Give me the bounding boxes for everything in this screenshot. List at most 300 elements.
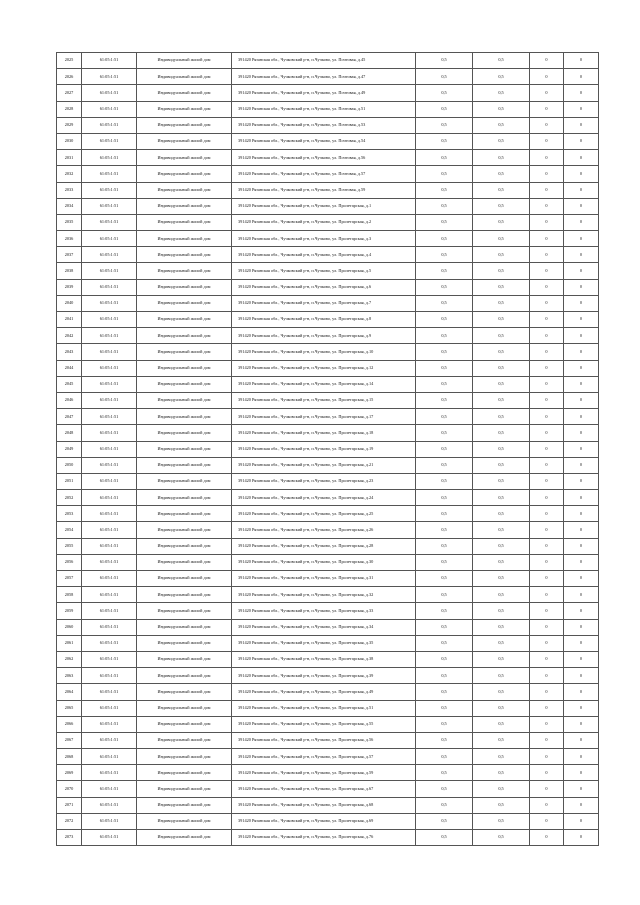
document-page — [56, 52, 599, 846]
address-cell: 391420 Рязанская обл., Чучковский р-н, п.Чучково, ул. Пролетарская, д.5 — [232, 263, 416, 279]
value-1-cell: 0,5 — [416, 328, 473, 344]
cadastral-code-cell: 61:05:1:51 — [82, 117, 137, 133]
address-cell: 391420 Рязанская обл., Чучковский р-н, п.Чучково, ул. Пролетарская, д.39 — [232, 668, 416, 684]
row-number-cell: 2042 — [57, 328, 82, 344]
value-2-cell: 0,5 — [473, 392, 530, 408]
value-2-cell: 0,5 — [473, 522, 530, 538]
row-number-cell: 2040 — [57, 295, 82, 311]
value-3-cell: 0 — [530, 441, 564, 457]
value-3-cell: 0 — [530, 279, 564, 295]
value-3-cell: 0 — [530, 603, 564, 619]
value-4-cell: 0 — [564, 279, 599, 295]
value-1-cell: 0,5 — [416, 214, 473, 230]
value-4-cell: 0 — [564, 295, 599, 311]
value-3-cell: 0 — [530, 247, 564, 263]
table-row — [57, 150, 599, 166]
address-cell: 391420 Рязанская обл., Чучковский р-н, п.Чучково, ул. Пролетарская, д.76 — [232, 830, 416, 846]
cadastral-code-cell: 61:05:1:51 — [82, 166, 137, 182]
value-3-cell: 0 — [530, 554, 564, 570]
row-number-cell: 2052 — [57, 490, 82, 506]
object-type-cell: Индивидуальный жилой дом — [137, 198, 232, 214]
value-1-cell: 0,5 — [416, 716, 473, 732]
row-number-cell: 2050 — [57, 457, 82, 473]
table-row — [57, 69, 599, 85]
cadastral-code-cell: 61:05:1:51 — [82, 133, 137, 149]
value-2-cell: 0,5 — [473, 716, 530, 732]
table-row — [57, 263, 599, 279]
value-4-cell: 0 — [564, 749, 599, 765]
row-number-cell: 2031 — [57, 150, 82, 166]
value-3-cell: 0 — [530, 635, 564, 651]
object-type-cell: Индивидуальный жилой дом — [137, 101, 232, 117]
row-number-cell: 2046 — [57, 392, 82, 408]
value-2-cell: 0,5 — [473, 554, 530, 570]
address-cell: 391420 Рязанская обл., Чучковский р-н, п.Чучково, ул. Пролетарская, д.9 — [232, 328, 416, 344]
object-type-cell: Индивидуальный жилой дом — [137, 668, 232, 684]
value-4-cell: 0 — [564, 830, 599, 846]
value-2-cell: 0,5 — [473, 376, 530, 392]
value-1-cell: 0,5 — [416, 312, 473, 328]
object-type-cell: Индивидуальный жилой дом — [137, 85, 232, 101]
object-type-cell: Индивидуальный жилой дом — [137, 69, 232, 85]
table-row — [57, 587, 599, 603]
value-4-cell: 0 — [564, 247, 599, 263]
cadastral-code-cell: 61:05:1:51 — [82, 830, 137, 846]
cadastral-code-cell: 61:05:1:51 — [82, 716, 137, 732]
table-row — [57, 392, 599, 408]
object-type-cell: Индивидуальный жилой дом — [137, 522, 232, 538]
address-cell: 391420 Рязанская обл., Чучковский р-н, п.Чучково, ул. Пролетарская, д.2 — [232, 214, 416, 230]
value-4-cell: 0 — [564, 360, 599, 376]
object-type-cell: Индивидуальный жилой дом — [137, 554, 232, 570]
object-type-cell: Индивидуальный жилой дом — [137, 473, 232, 489]
value-1-cell: 0,5 — [416, 490, 473, 506]
value-1-cell: 0,5 — [416, 425, 473, 441]
table-row — [57, 732, 599, 748]
value-4-cell: 0 — [564, 101, 599, 117]
object-type-cell: Индивидуальный жилой дом — [137, 295, 232, 311]
value-2-cell: 0,5 — [473, 166, 530, 182]
cadastral-code-cell: 61:05:1:51 — [82, 813, 137, 829]
row-number-cell: 2034 — [57, 198, 82, 214]
value-2-cell: 0,5 — [473, 506, 530, 522]
value-4-cell: 0 — [564, 457, 599, 473]
value-1-cell: 0,5 — [416, 765, 473, 781]
value-3-cell: 0 — [530, 684, 564, 700]
value-2-cell: 0,5 — [473, 214, 530, 230]
object-type-cell: Индивидуальный жилой дом — [137, 279, 232, 295]
table-row — [57, 231, 599, 247]
address-cell: 391420 Рязанская обл., Чучковский р-н, п.Чучково, ул. Почтовая, д.57 — [232, 166, 416, 182]
value-1-cell: 0,5 — [416, 344, 473, 360]
value-3-cell: 0 — [530, 830, 564, 846]
value-4-cell: 0 — [564, 765, 599, 781]
object-type-cell: Индивидуальный жилой дом — [137, 797, 232, 813]
row-number-cell: 2060 — [57, 619, 82, 635]
address-cell: 391420 Рязанская обл., Чучковский р-н, п.Чучково, ул. Пролетарская, д.6 — [232, 279, 416, 295]
value-1-cell: 0,5 — [416, 813, 473, 829]
value-3-cell: 0 — [530, 295, 564, 311]
table-row — [57, 813, 599, 829]
address-cell: 391420 Рязанская обл., Чучковский р-н, п.Чучково, ул. Почтовая, д.54 — [232, 133, 416, 149]
row-number-cell: 2029 — [57, 117, 82, 133]
address-cell: 391420 Рязанская обл., Чучковский р-н, п.Чучково, ул. Почтовая, д.47 — [232, 69, 416, 85]
value-3-cell: 0 — [530, 668, 564, 684]
value-3-cell: 0 — [530, 506, 564, 522]
table-row — [57, 182, 599, 198]
table-row — [57, 425, 599, 441]
address-cell: 391420 Рязанская обл., Чучковский р-н, п.Чучково, ул. Почтовая, д.45 — [232, 53, 416, 69]
value-3-cell: 0 — [530, 425, 564, 441]
address-cell: 391420 Рязанская обл., Чучковский р-н, п.Чучково, ул. Пролетарская, д.17 — [232, 409, 416, 425]
object-type-cell: Индивидуальный жилой дом — [137, 133, 232, 149]
value-4-cell: 0 — [564, 150, 599, 166]
value-1-cell: 0,5 — [416, 781, 473, 797]
value-1-cell: 0,5 — [416, 635, 473, 651]
cadastral-code-cell: 61:05:1:51 — [82, 360, 137, 376]
cadastral-code-cell: 61:05:1:51 — [82, 651, 137, 667]
value-3-cell: 0 — [530, 522, 564, 538]
table-row — [57, 522, 599, 538]
value-4-cell: 0 — [564, 312, 599, 328]
table-row — [57, 133, 599, 149]
value-2-cell: 0,5 — [473, 295, 530, 311]
cadastral-code-cell: 61:05:1:51 — [82, 490, 137, 506]
value-1-cell: 0,5 — [416, 117, 473, 133]
cadastral-code-cell: 61:05:1:51 — [82, 182, 137, 198]
table-row — [57, 538, 599, 554]
value-3-cell: 0 — [530, 538, 564, 554]
value-2-cell: 0,5 — [473, 150, 530, 166]
value-4-cell: 0 — [564, 538, 599, 554]
object-type-cell: Индивидуальный жилой дом — [137, 376, 232, 392]
cadastral-code-cell: 61:05:1:51 — [82, 457, 137, 473]
cadastral-code-cell: 61:05:1:51 — [82, 344, 137, 360]
table-row — [57, 166, 599, 182]
value-4-cell: 0 — [564, 69, 599, 85]
cadastral-code-cell: 61:05:1:51 — [82, 409, 137, 425]
address-cell: 391420 Рязанская обл., Чучковский р-н, п.Чучково, ул. Пролетарская, д.14 — [232, 376, 416, 392]
row-number-cell: 2058 — [57, 587, 82, 603]
value-1-cell: 0,5 — [416, 150, 473, 166]
value-2-cell: 0,5 — [473, 53, 530, 69]
row-number-cell: 2036 — [57, 231, 82, 247]
object-type-cell: Индивидуальный жилой дом — [137, 506, 232, 522]
value-3-cell: 0 — [530, 651, 564, 667]
value-4-cell: 0 — [564, 506, 599, 522]
address-cell: 391420 Рязанская обл., Чучковский р-н, п.Чучково, ул. Пролетарская, д.24 — [232, 490, 416, 506]
value-2-cell: 0,5 — [473, 749, 530, 765]
value-4-cell: 0 — [564, 133, 599, 149]
table-row — [57, 85, 599, 101]
object-type-cell: Индивидуальный жилой дом — [137, 166, 232, 182]
table-row — [57, 117, 599, 133]
row-number-cell: 2063 — [57, 668, 82, 684]
value-3-cell: 0 — [530, 53, 564, 69]
value-2-cell: 0,5 — [473, 133, 530, 149]
value-2-cell: 0,5 — [473, 668, 530, 684]
value-3-cell: 0 — [530, 813, 564, 829]
table-row — [57, 441, 599, 457]
value-1-cell: 0,5 — [416, 651, 473, 667]
address-cell: 391420 Рязанская обл., Чучковский р-н, п.Чучково, ул. Пролетарская, д.25 — [232, 506, 416, 522]
value-3-cell: 0 — [530, 781, 564, 797]
value-3-cell: 0 — [530, 392, 564, 408]
address-cell: 391420 Рязанская обл., Чучковский р-н, п.Чучково, ул. Пролетарская, д.7 — [232, 295, 416, 311]
row-number-cell: 2064 — [57, 684, 82, 700]
value-3-cell: 0 — [530, 409, 564, 425]
cadastral-code-cell: 61:05:1:51 — [82, 473, 137, 489]
row-number-cell: 2053 — [57, 506, 82, 522]
object-type-cell: Индивидуальный жилой дом — [137, 182, 232, 198]
row-number-cell: 2043 — [57, 344, 82, 360]
address-cell: 391420 Рязанская обл., Чучковский р-н, п.Чучково, ул. Пролетарская, д.51 — [232, 700, 416, 716]
address-cell: 391420 Рязанская обл., Чучковский р-н, п.Чучково, ул. Пролетарская, д.1 — [232, 198, 416, 214]
value-3-cell: 0 — [530, 797, 564, 813]
value-1-cell: 0,5 — [416, 231, 473, 247]
table-row — [57, 295, 599, 311]
value-2-cell: 0,5 — [473, 490, 530, 506]
row-number-cell: 2057 — [57, 571, 82, 587]
value-1-cell: 0,5 — [416, 473, 473, 489]
value-2-cell: 0,5 — [473, 117, 530, 133]
cadastral-code-cell: 61:05:1:51 — [82, 635, 137, 651]
value-3-cell: 0 — [530, 473, 564, 489]
object-type-cell: Индивидуальный жилой дом — [137, 328, 232, 344]
cadastral-code-cell: 61:05:1:51 — [82, 279, 137, 295]
row-number-cell: 2072 — [57, 813, 82, 829]
cadastral-code-cell: 61:05:1:51 — [82, 198, 137, 214]
object-type-cell: Индивидуальный жилой дом — [137, 732, 232, 748]
table-row — [57, 684, 599, 700]
value-3-cell: 0 — [530, 182, 564, 198]
cadastral-code-cell: 61:05:1:51 — [82, 150, 137, 166]
row-number-cell: 2045 — [57, 376, 82, 392]
value-2-cell: 0,5 — [473, 732, 530, 748]
value-4-cell: 0 — [564, 554, 599, 570]
value-1-cell: 0,5 — [416, 732, 473, 748]
value-2-cell: 0,5 — [473, 538, 530, 554]
value-3-cell: 0 — [530, 749, 564, 765]
value-2-cell: 0,5 — [473, 101, 530, 117]
object-type-cell: Индивидуальный жилой дом — [137, 441, 232, 457]
value-2-cell: 0,5 — [473, 409, 530, 425]
cadastral-code-cell: 61:05:1:51 — [82, 749, 137, 765]
value-2-cell: 0,5 — [473, 603, 530, 619]
cadastral-code-cell: 61:05:1:51 — [82, 781, 137, 797]
address-cell: 391420 Рязанская обл., Чучковский р-н, п.Чучково, ул. Почтовая, д.53 — [232, 117, 416, 133]
value-1-cell: 0,5 — [416, 247, 473, 263]
value-3-cell: 0 — [530, 360, 564, 376]
cadastral-code-cell: 61:05:1:51 — [82, 312, 137, 328]
cadastral-code-cell: 61:05:1:51 — [82, 231, 137, 247]
table-row — [57, 651, 599, 667]
row-number-cell: 2028 — [57, 101, 82, 117]
row-number-cell: 2026 — [57, 69, 82, 85]
value-2-cell: 0,5 — [473, 328, 530, 344]
row-number-cell: 2027 — [57, 85, 82, 101]
value-4-cell: 0 — [564, 684, 599, 700]
value-1-cell: 0,5 — [416, 133, 473, 149]
object-type-cell: Индивидуальный жилой дом — [137, 651, 232, 667]
value-4-cell: 0 — [564, 587, 599, 603]
address-cell: 391420 Рязанская обл., Чучковский р-н, п.Чучково, ул. Пролетарская, д.69 — [232, 813, 416, 829]
value-2-cell: 0,5 — [473, 587, 530, 603]
table-row — [57, 765, 599, 781]
value-2-cell: 0,5 — [473, 619, 530, 635]
address-cell: 391420 Рязанская обл., Чучковский р-н, п.Чучково, ул. Пролетарская, д.8 — [232, 312, 416, 328]
value-3-cell: 0 — [530, 571, 564, 587]
value-3-cell: 0 — [530, 85, 564, 101]
value-4-cell: 0 — [564, 376, 599, 392]
object-type-cell: Индивидуальный жилой дом — [137, 765, 232, 781]
cadastral-code-cell: 61:05:1:51 — [82, 425, 137, 441]
object-type-cell: Индивидуальный жилой дом — [137, 457, 232, 473]
value-3-cell: 0 — [530, 344, 564, 360]
address-cell: 391420 Рязанская обл., Чучковский р-н, п.Чучково, ул. Пролетарская, д.38 — [232, 651, 416, 667]
value-1-cell: 0,5 — [416, 700, 473, 716]
value-3-cell: 0 — [530, 166, 564, 182]
value-1-cell: 0,5 — [416, 506, 473, 522]
cadastral-code-cell: 61:05:1:51 — [82, 700, 137, 716]
address-cell: 391420 Рязанская обл., Чучковский р-н, п.Чучково, ул. Пролетарская, д.59 — [232, 765, 416, 781]
value-2-cell: 0,5 — [473, 247, 530, 263]
table-row — [57, 473, 599, 489]
row-number-cell: 2049 — [57, 441, 82, 457]
value-3-cell: 0 — [530, 117, 564, 133]
row-number-cell: 2066 — [57, 716, 82, 732]
value-2-cell: 0,5 — [473, 441, 530, 457]
address-cell: 391420 Рязанская обл., Чучковский р-н, п.Чучково, ул. Пролетарская, д.26 — [232, 522, 416, 538]
value-4-cell: 0 — [564, 668, 599, 684]
value-3-cell: 0 — [530, 587, 564, 603]
value-3-cell: 0 — [530, 732, 564, 748]
value-2-cell: 0,5 — [473, 231, 530, 247]
value-4-cell: 0 — [564, 425, 599, 441]
table-body — [57, 53, 599, 846]
row-number-cell: 2044 — [57, 360, 82, 376]
cadastral-code-cell: 61:05:1:51 — [82, 765, 137, 781]
table-row — [57, 700, 599, 716]
value-2-cell: 0,5 — [473, 457, 530, 473]
cadastral-code-cell: 61:05:1:51 — [82, 538, 137, 554]
address-cell: 391420 Рязанская обл., Чучковский р-н, п.Чучково, ул. Пролетарская, д.12 — [232, 360, 416, 376]
address-cell: 391420 Рязанская обл., Чучковский р-н, п.Чучково, ул. Пролетарская, д.4 — [232, 247, 416, 263]
object-type-cell: Индивидуальный жилой дом — [137, 312, 232, 328]
row-number-cell: 2070 — [57, 781, 82, 797]
value-1-cell: 0,5 — [416, 571, 473, 587]
value-2-cell: 0,5 — [473, 312, 530, 328]
value-1-cell: 0,5 — [416, 85, 473, 101]
value-2-cell: 0,5 — [473, 473, 530, 489]
value-4-cell: 0 — [564, 619, 599, 635]
cadastral-code-cell: 61:05:1:51 — [82, 101, 137, 117]
cadastral-code-cell: 61:05:1:51 — [82, 554, 137, 570]
object-type-cell: Индивидуальный жилой дом — [137, 571, 232, 587]
cadastral-code-cell: 61:05:1:51 — [82, 295, 137, 311]
table-row — [57, 830, 599, 846]
value-1-cell: 0,5 — [416, 668, 473, 684]
cadastral-code-cell: 61:05:1:51 — [82, 441, 137, 457]
row-number-cell: 2025 — [57, 53, 82, 69]
value-4-cell: 0 — [564, 198, 599, 214]
value-1-cell: 0,5 — [416, 830, 473, 846]
value-4-cell: 0 — [564, 700, 599, 716]
value-1-cell: 0,5 — [416, 295, 473, 311]
row-number-cell: 2071 — [57, 797, 82, 813]
table-row — [57, 554, 599, 570]
value-4-cell: 0 — [564, 392, 599, 408]
cadastral-code-cell: 61:05:1:51 — [82, 522, 137, 538]
value-4-cell: 0 — [564, 603, 599, 619]
value-4-cell: 0 — [564, 813, 599, 829]
object-type-cell: Индивидуальный жилой дом — [137, 117, 232, 133]
address-cell: 391420 Рязанская обл., Чучковский р-н, п.Чучково, ул. Пролетарская, д.67 — [232, 781, 416, 797]
value-1-cell: 0,5 — [416, 619, 473, 635]
value-4-cell: 0 — [564, 441, 599, 457]
table-row — [57, 797, 599, 813]
address-cell: 391420 Рязанская обл., Чучковский р-н, п.Чучково, ул. Пролетарская, д.35 — [232, 635, 416, 651]
value-4-cell: 0 — [564, 797, 599, 813]
address-cell: 391420 Рязанская обл., Чучковский р-н, п.Чучково, ул. Почтовая, д.49 — [232, 85, 416, 101]
row-number-cell: 2037 — [57, 247, 82, 263]
value-1-cell: 0,5 — [416, 101, 473, 117]
value-3-cell: 0 — [530, 263, 564, 279]
object-type-cell: Индивидуальный жилой дом — [137, 360, 232, 376]
value-3-cell: 0 — [530, 700, 564, 716]
value-2-cell: 0,5 — [473, 279, 530, 295]
address-cell: 391420 Рязанская обл., Чучковский р-н, п.Чучково, ул. Пролетарская, д.19 — [232, 441, 416, 457]
table-row — [57, 506, 599, 522]
row-number-cell: 2073 — [57, 830, 82, 846]
table-row — [57, 749, 599, 765]
row-number-cell: 2039 — [57, 279, 82, 295]
table-row — [57, 603, 599, 619]
value-1-cell: 0,5 — [416, 522, 473, 538]
value-3-cell: 0 — [530, 133, 564, 149]
value-1-cell: 0,5 — [416, 53, 473, 69]
value-1-cell: 0,5 — [416, 749, 473, 765]
object-type-cell: Индивидуальный жилой дом — [137, 587, 232, 603]
row-number-cell: 2068 — [57, 749, 82, 765]
value-4-cell: 0 — [564, 732, 599, 748]
data-table — [56, 52, 599, 846]
value-1-cell: 0,5 — [416, 360, 473, 376]
value-1-cell: 0,5 — [416, 538, 473, 554]
cadastral-code-cell: 61:05:1:51 — [82, 263, 137, 279]
row-number-cell: 2056 — [57, 554, 82, 570]
row-number-cell: 2054 — [57, 522, 82, 538]
value-3-cell: 0 — [530, 457, 564, 473]
table-row — [57, 198, 599, 214]
object-type-cell: Индивидуальный жилой дом — [137, 749, 232, 765]
object-type-cell: Индивидуальный жилой дом — [137, 344, 232, 360]
value-1-cell: 0,5 — [416, 603, 473, 619]
address-cell: 391420 Рязанская обл., Чучковский р-н, п.Чучково, ул. Пролетарская, д.68 — [232, 797, 416, 813]
object-type-cell: Индивидуальный жилой дом — [137, 635, 232, 651]
value-3-cell: 0 — [530, 101, 564, 117]
value-3-cell: 0 — [530, 716, 564, 732]
value-1-cell: 0,5 — [416, 198, 473, 214]
value-3-cell: 0 — [530, 328, 564, 344]
cadastral-code-cell: 61:05:1:51 — [82, 376, 137, 392]
object-type-cell: Индивидуальный жилой дом — [137, 830, 232, 846]
value-2-cell: 0,5 — [473, 813, 530, 829]
row-number-cell: 2062 — [57, 651, 82, 667]
object-type-cell: Индивидуальный жилой дом — [137, 263, 232, 279]
table-row — [57, 619, 599, 635]
address-cell: 391420 Рязанская обл., Чучковский р-н, п.Чучково, ул. Пролетарская, д.34 — [232, 619, 416, 635]
